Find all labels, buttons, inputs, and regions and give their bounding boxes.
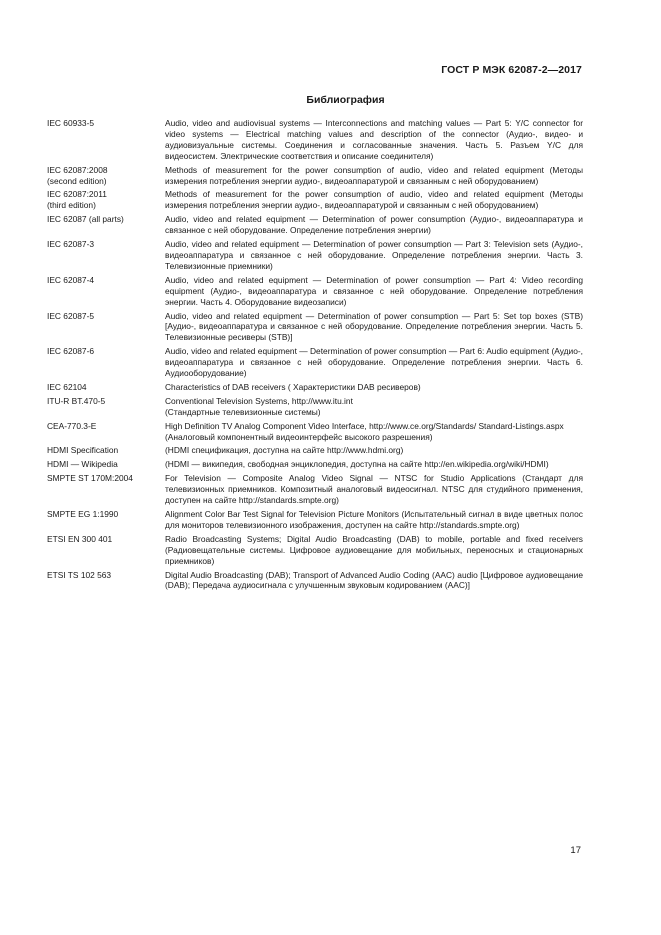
reference-text: Audio, video and related equipment — Determination of power consumption — Part 6: Audio equipment (Аудио-, видеоаппаратура и связанное с ней оборудование. Определение потребления энергии. Часть 6. Аудиооборудование) <box>165 346 583 379</box>
reference-key: ETSI EN 300 401 <box>47 533 113 544</box>
reference-text: (HDMI — википедия, свободная энциклопедия, доступна на сайте http://en.wikipedia.org/wiki/HDMI) <box>165 459 549 470</box>
page-title: Библиография <box>306 94 385 106</box>
reference-key: HDMI — Wikipedia <box>47 459 118 470</box>
bibliography-entry <box>47 421 583 443</box>
reference-description <box>165 570 583 592</box>
bibliography-entry <box>47 275 583 308</box>
reference-text: (Аналоговый компонентный видеоинтерфейс высокого разрешения) <box>165 431 433 442</box>
reference-description <box>165 346 583 379</box>
reference-key: ITU-R BT.470-5 <box>47 395 106 406</box>
bibliography-entry <box>47 534 583 567</box>
reference-description <box>165 118 583 162</box>
reference-description <box>165 165 583 187</box>
bibliography-entry <box>47 189 583 211</box>
reference-text: Audio, video and related equipment — Determination of power consumption — Part 3: Television sets (Аудио-, видеоаппаратура и связанное с ней оборудование. Определение потребления энергии. Часть 3. Телевизионные приемники) <box>165 239 583 271</box>
reference-key: IEC 62087-5 <box>47 310 95 321</box>
reference-text: For Television — Composite Analog Video Signal — NTSC for Studio Applications (Стандарт для телевизионных приемников. Композитный аналоговый видеосигнал. NTSC для студийного применения, доступен на сайте http://standards.smpte.org) <box>165 473 583 506</box>
reference-key: IEC 60933-5 <box>47 118 95 128</box>
reference-text: Audio, video and audiovisual systems — Interconnections and matching values — Part 5: Y/C connector for video systems — Electrical matching values and description of the connector (Аудио-, видео- и аудиовизуальные системы. Соединения и согласованные значения. Часть 5. Разъем Y/C для видеосистем. Электрические соответствия и описание соединителя) <box>165 118 583 161</box>
reference-description <box>165 509 583 531</box>
bibliography-entry <box>47 509 583 531</box>
reference-description <box>165 239 583 272</box>
reference-description <box>165 445 583 456</box>
reference-text: Digital Audio Broadcasting (DAB); Transport of Advanced Audio Coding (AAC) audio [Цифровое аудиовещание (DAB); Передача аудиосигнала с улучшенным звуковым кодированием (AAC)] <box>165 569 583 591</box>
bibliography-entry <box>47 346 583 379</box>
reference-text: Characteristics of DAB receivers ( Характеристики DAB ресиверов) <box>165 381 421 392</box>
reference-description <box>165 473 583 506</box>
reference-text: Audio, video and related equipment — Determination of power consumption — Part 4: Video recording equipment (Аудио-, видеоаппаратура и связанное с ней оборудование. Определение потребления энергии. Часть 4. Оборудование видеозаписи) <box>165 274 583 307</box>
bibliography-entry <box>47 570 583 592</box>
reference-text: Alignment Color Bar Test Signal for Television Picture Monitors (Испытательный сигнал в виде цветных полос для мониторов телевизионного изображения, доступен на сайте http://standards.smpte.org) <box>165 509 583 530</box>
reference-text: (HDMI спецификация, доступна на сайте http://www.hdmi.org) <box>165 445 404 456</box>
reference-key: IEC 62087-4 <box>47 274 95 285</box>
reference-description <box>165 459 583 470</box>
reference-key: ETSI TS 102 563 <box>47 569 112 580</box>
reference-text: High Definition TV Analog Component Video Interface, http://www.ce.org/Standards/ Standard-Listings.aspx <box>165 420 564 431</box>
reference-description <box>165 275 583 308</box>
reference-text: Audio, video and related equipment — Determination of power consumption (Аудио-, видеоаппаратура и связанное с ней оборудование. Определение потребления энергии) <box>165 214 583 236</box>
bibliography-entry <box>47 239 583 272</box>
reference-text: Conventional Television Systems, http://www.itu.int <box>165 395 353 406</box>
document-header: ГОСТ Р МЭК 62087-2—2017 <box>441 64 582 76</box>
bibliography-entry <box>47 459 583 470</box>
reference-key: IEC 62087 (all parts) <box>47 214 124 225</box>
reference-key: CEA-770.3-E <box>47 420 97 431</box>
bibliography-entry <box>47 382 583 393</box>
bibliography-entry <box>47 473 583 506</box>
reference-text: Audio, video and related equipment — Determination of power consumption — Part 5: Set top boxes (STB) [Аудио-, видеоаппаратура и связанное с ней оборудование. Определение потребления энергии. Часть 5. Телевизионные ресиверы (STB)] <box>165 310 583 343</box>
reference-description <box>165 421 583 443</box>
reference-description <box>165 396 583 418</box>
reference-key: HDMI Specification <box>47 445 119 456</box>
bibliography-entry <box>47 118 583 162</box>
reference-key: IEC 62104 <box>47 381 87 392</box>
reference-key: IEC 62087:2008 (second edition) <box>47 164 108 186</box>
bibliography-list <box>47 118 583 594</box>
bibliography-entry <box>47 445 583 456</box>
reference-description <box>165 311 583 344</box>
bibliography-entry <box>47 311 583 344</box>
reference-key: SMPTE ST 170M:2004 <box>47 473 133 484</box>
reference-text: Methods of measurement for the power consumption of audio, video and related equipment (Методы измерения потребления энергии аудио-, видеоаппаратурой и связанным с ней оборудованием) <box>165 189 583 211</box>
reference-description <box>165 534 583 567</box>
reference-description <box>165 214 583 236</box>
reference-text: Methods of measurement for the power consumption of audio, video and related equipment (Методы измерения потребления энергии аудио-, видеоаппаратурой и связанным с ней оборудованием) <box>165 164 583 186</box>
reference-description <box>165 189 583 211</box>
reference-key: SMPTE EG 1:1990 <box>47 509 119 519</box>
reference-key: IEC 62087-3 <box>47 239 95 250</box>
reference-key: IEC 62087:2011 (third edition) <box>47 189 107 211</box>
reference-text: (Стандартные телевизионные системы) <box>165 406 321 417</box>
page-number: 17 <box>570 845 581 856</box>
reference-description <box>165 382 583 393</box>
bibliography-entry <box>47 214 583 236</box>
reference-text: Radio Broadcasting Systems; Digital Audio Broadcasting (DAB) to mobile, portable and fixed receivers (Радиовещательные системы. Цифровое аудиовещание для мобильных, переносных и стационарных приемников) <box>165 533 583 566</box>
bibliography-entry <box>47 396 583 418</box>
bibliography-entry <box>47 165 583 187</box>
reference-key: IEC 62087-6 <box>47 346 95 357</box>
